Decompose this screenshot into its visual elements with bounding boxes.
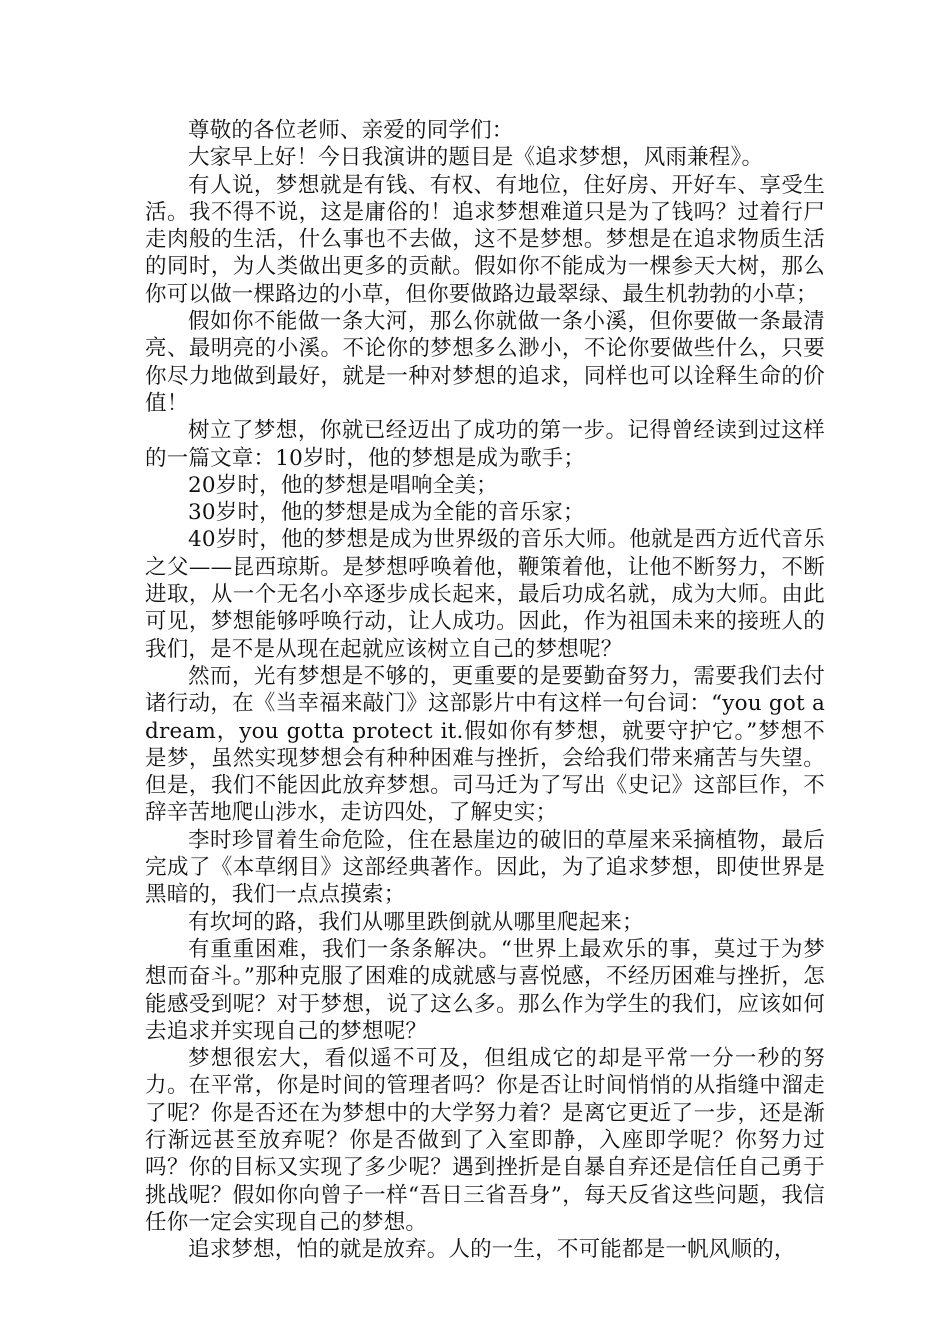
- paragraph-body-3: 树立了梦想，你就已经迈出了成功的第一步。记得曾经读到过这样的一篇文章：10岁时，他的梦想是成为歌手；: [145, 418, 825, 471]
- document-page: [145, 117, 825, 1263]
- paragraph-greeting: 尊敬的各位老师、亲爱的同学们：: [188, 118, 514, 143]
- paragraph-body-4: 20岁时，他的梦想是唱响全美；: [188, 472, 498, 498]
- paragraph-body-5: 30岁时，他的梦想是成为全能的音乐家；: [188, 500, 585, 526]
- paragraph-body-8: 李时珍冒着生命危险，住在悬崖边的破旧的草屋来采摘植物，最后完成了《本草纲目》这部经典著作。因此，为了追求梦想，即使世界是黑暗的，我们一点点摸索；: [145, 827, 825, 908]
- paragraph-intro: 大家早上好！今日我演讲的题目是《追求梦想，风雨兼程》。: [188, 145, 764, 171]
- paragraph-body-12: 追求梦想，怕的就是放弃。人的一生，不可能都是一帆风顺的，: [188, 1237, 796, 1263]
- paragraph-body-10: 有重重困难，我们一条条解决。“世界上最欢乐的事，莫过于为梦想而奋斗。”那种克服了困难的成就感与喜悦感，不经历困难与挫折，怎能感受到呢？对于梦想，说了这么多。那么作为学生的我们，应该如何去追求并实现自己的梦想呢？: [145, 936, 825, 1044]
- paragraph-body-7: 然而，光有梦想是不够的，更重要的是要勤奋努力，需要我们去付诸行动，在《当幸福来敲门》这部影片中有这样一句台词：“you got adream，you gotta protect it.假如你有梦想，就要守护它。”梦想不是梦，虽然实现梦想会有种种困难与挫折，会给我们带来痛苦与失望。但是，我们不能因此放弃梦想。司马迁为了写出《史记》这部巨作，不辞辛苦地爬山涉水，走访四处，了解史实；: [145, 663, 825, 826]
- paragraph-body-1: 有人说，梦想就是有钱、有权、有地位，住好房、开好车、享受生活。我不得不说，这是庸俗的！追求梦想难道只是为了钱吗？过着行尸走肉般的生活，什么事也不去做，这不是梦想。梦想是在追求物质生活的同时，为人类做出更多的贡献。假如你不能成为一棵参天大树，那么你可以做一棵路边的小草，但你要做路边最翠绿、最生机勃勃的小草；: [145, 172, 825, 307]
- paragraph-body-2: 假如你不能做一条大河，那么你就做一条小溪，但你要做一条最清亮、最明亮的小溪。不论你的梦想多么渺小，不论你要做些什么，只要你尽力地做到最好，就是一种对梦想的追求，同样也可以诠释生命的价值！: [145, 309, 825, 416]
- paragraph-body-11: 梦想很宏大，看似遥不可及，但组成它的却是平常一分一秒的努力。在平常，你是时间的管理者吗？你是否让时间悄悄的从指缝中溜走了呢？你是否还在为梦想中的大学努力着？是离它更近了一步，还是渐行渐远甚至放弃呢？你是否做到了入室即静，入座即学呢？你努力过吗？你的目标又实现了多少呢？遇到挫折是自暴自弃还是信任自己勇于挑战呢？假如你向曾子一样“吾日三省吾身”，每天反省这些问题，我信任你一定会实现自己的梦想。: [145, 1046, 825, 1235]
- paragraph-body-9: 有坎坷的路，我们从哪里跌倒就从哪里爬起来；: [188, 909, 644, 935]
- paragraph-body-6: 40岁时，他的梦想是成为世界级的音乐大师。他就是西方近代音乐之父——昆西琼斯。是梦想呼唤着他，鞭策着他，让他不断努力，不断进取，从一个无名小卒逐步成长起来，最后功成名就，成为大师。由此可见，梦想能够呼唤行动，让人成功。因此，作为祖国未来的接班人的我们，是不是从现在起就应该树立自己的梦想呢？: [145, 527, 825, 662]
